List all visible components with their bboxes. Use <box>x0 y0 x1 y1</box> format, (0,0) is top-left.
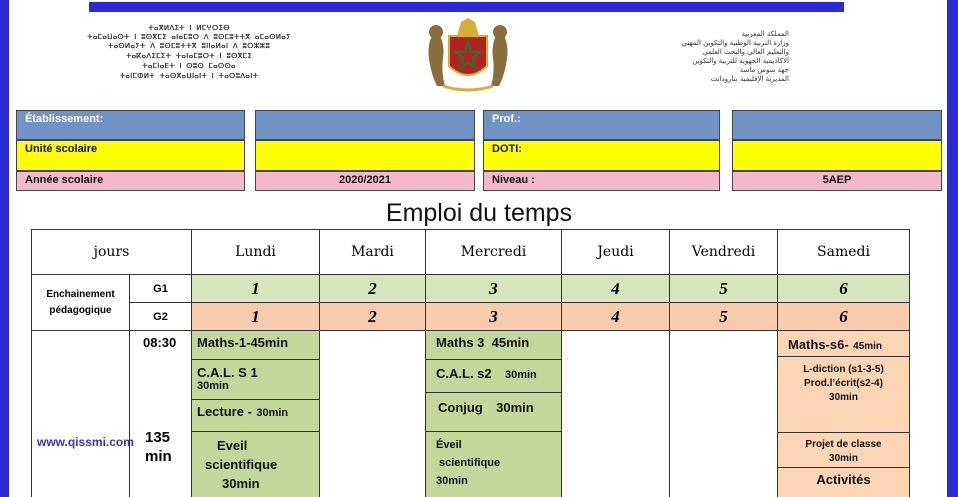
tifinagh-line: ⵜⴰⵏⵎⵀⵍⵜ ⵜⴰⵙⴳⴰⵡⵏⴰⵏⵜ ⵏ ⵜⴰⵔⵓⴷⴰⵏⵜ <box>119 72 259 80</box>
day-header: Jeudi <box>562 230 670 275</box>
time-cell <box>130 331 192 497</box>
arabic-line: وزارة التربية الوطنية والتكوين المهني <box>681 39 789 47</box>
g1-sequence-cell: 6 <box>778 275 910 303</box>
group-label: G1 <box>130 275 192 303</box>
etablissement-value <box>255 110 475 140</box>
vendredi-sessions <box>670 331 778 497</box>
day-header: Lundi <box>192 230 320 275</box>
doti-value <box>732 140 942 171</box>
arabic-line: والتعليم العالي والبحث العلمي <box>702 48 789 56</box>
lundi-sessions <box>192 331 320 497</box>
niveau-label: Niveau : <box>483 171 720 191</box>
arabic-line: جهة سوس ماسة <box>739 66 789 74</box>
session-block: Éveil scientifique 30min <box>426 432 561 497</box>
jours-header: jours <box>32 230 192 275</box>
day-header: Mercredi <box>426 230 562 275</box>
tifinagh-line: ⵜⴰⵙⵍⴰⵢⵜ ⴷ ⵓⵙⵎⵓⵜⵜⴳ ⵓⵏⵏⴰⵍⴰⵏ ⴷ ⵓⵔⵣⵣⵓ <box>107 42 271 50</box>
session-block: Maths-1-45min <box>192 331 319 360</box>
g2-sequence-cell: 3 <box>426 303 562 331</box>
group-label: G2 <box>130 303 192 331</box>
timetable-grid <box>31 229 910 497</box>
niveau-value: 5AEP <box>732 171 942 191</box>
blank-cell <box>32 331 130 497</box>
session-block: Lecture - 30min <box>192 400 319 432</box>
tifinagh-line: ⵜⴰⴽⴰⴷⵉⵎⵉⵜ ⵜⴰⵏⴰⵎⵓⵔⵜ ⵏ ⵓⵙⴳⵎⵉ <box>125 52 253 60</box>
header-band <box>89 2 844 12</box>
arabic-line: المديرية الإقليمية بتارودانت <box>710 75 789 83</box>
prof-value <box>732 110 942 140</box>
annee-scolaire-value: 2020/2021 <box>255 171 475 191</box>
g2-sequence-cell: 4 <box>562 303 670 331</box>
day-header: Samedi <box>778 230 910 275</box>
session-block: Maths-s6- 45min <box>778 331 909 357</box>
g2-sequence-cell: 5 <box>670 303 778 331</box>
samedi-sessions <box>778 331 910 497</box>
coat-of-arms-emblem <box>409 14 527 94</box>
mardi-sessions <box>320 331 426 497</box>
prof-label: Prof.: <box>483 110 720 140</box>
unite-scolaire-label: Unité scolaire <box>16 140 245 171</box>
g1-sequence-cell: 2 <box>320 275 426 303</box>
page-title: Emploi du temps <box>385 199 573 227</box>
session-block: Projet de classe 30min <box>778 433 909 468</box>
start-time: 08:30 <box>143 335 177 350</box>
g2-sequence-cell: 1 <box>192 303 320 331</box>
mercredi-sessions <box>426 331 562 497</box>
session-block: Maths 3 45min <box>426 331 561 360</box>
session-block: Conjug 30min <box>426 393 561 432</box>
annee-scolaire-label: Année scolaire <box>16 171 245 191</box>
duration-unit: min <box>145 448 172 465</box>
g1-sequence-cell: 1 <box>192 275 320 303</box>
g1-sequence-cell: 3 <box>426 275 562 303</box>
duration-number: 135 <box>145 429 171 446</box>
g1-sequence-cell: 4 <box>562 275 670 303</box>
arabic-line: الاكاديمية الجهوية للتربية والتكوين <box>692 57 789 65</box>
unite-scolaire-value <box>255 140 475 171</box>
arabic-line: المملكة المغربية <box>741 30 789 38</box>
doti-label: DOTI: <box>483 140 720 171</box>
session-block: Activités <box>778 468 909 497</box>
session-block: L-diction (s1-3-5) Prod.l’écrit(s2-4) 30min <box>778 357 909 433</box>
day-header: Mardi <box>320 230 426 275</box>
session-block: C.A.L. s2 30min <box>426 360 561 393</box>
enchainement-label: Enchainement pédagogique <box>32 275 130 331</box>
g1-sequence-cell: 5 <box>670 275 778 303</box>
jeudi-sessions <box>562 331 670 497</box>
g2-sequence-cell: 6 <box>778 303 910 331</box>
tifinagh-line: ⵜⴰⵎⴰⵡⴰⵙⵜ ⵏ ⵓⵙⴳⵎⵉ ⴰⵏⴰⵎⵓⵔ ⴷ ⵓⵙⵎⵓⵜⵜⴳ ⴰⵎⴰⵙⵍⴰⵢ <box>87 33 291 41</box>
tifinagh-line: ⵜⴰⵎⵏⴰⴹⵜ ⵏ ⵙⵓⵙ ⵎⴰⵙⵙⴰ <box>142 62 236 70</box>
session-block: C.A.L. S 1 30min <box>192 360 319 400</box>
timetable-sheet <box>9 0 947 497</box>
tifinagh-line: ⵜⴰⴳⵍⴷⵉⵜ ⵏ ⵍⵎⵖⵔⵉⴱ <box>148 24 230 32</box>
session-block: Eveil scientifique 30min <box>192 432 319 497</box>
day-header: Vendredi <box>670 230 778 275</box>
etablissement-label: Établissement: <box>16 110 245 140</box>
g2-sequence-cell: 2 <box>320 303 426 331</box>
site-watermark: www.qissmi.com <box>37 435 134 449</box>
